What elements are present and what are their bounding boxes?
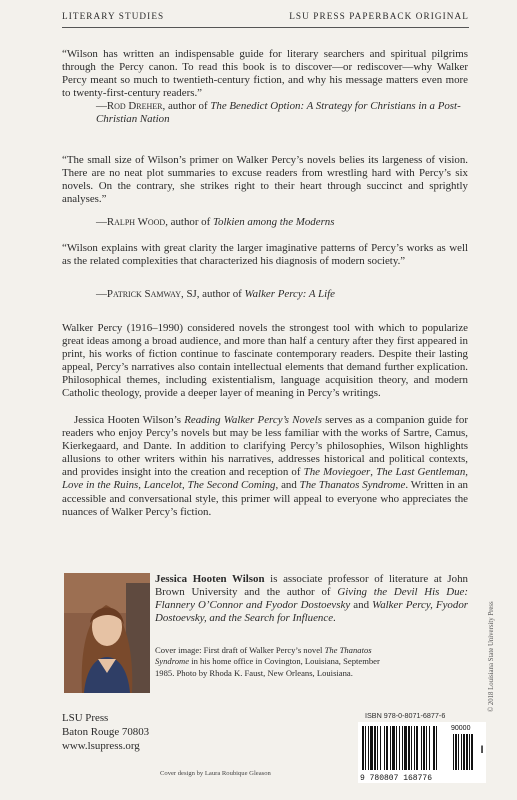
- price-code: 90000: [451, 725, 471, 732]
- author-name: Jessica Hooten Wilson: [155, 573, 265, 585]
- blurb-author: Ralph Wood: [106, 216, 166, 228]
- blurb-work: The Benedict Option: A Strategy for Christians in a Post-Christian Nation: [96, 100, 461, 126]
- author-photo: [64, 573, 150, 693]
- series-label: LITERARY STUDIES: [62, 11, 165, 21]
- cover-image-credit: Cover image: First draft of Walker Percy’s novel The Thanatos Syndrome in his home office in Covington, Louisiana, September 1985. Photo by Rhoda K. Faust, New Orleans, Louisiana.: [155, 645, 380, 678]
- isbn-text: ISBN 978-0-8071-6877-6: [365, 711, 446, 720]
- author-bio: Jessica Hooten Wilson is associate professor of literature at John Brown University and the author of Giving the Devil His Due: Flannery O’Connor and Fyodor Dostoevsky and Walker Percy, Fyodor Dostoevsky, and the Search for Influence.: [155, 573, 468, 625]
- blurb-work: Walker Percy: A Life: [244, 288, 335, 300]
- cover-design-credit: Cover design by Laura Roubique Gleason: [160, 770, 271, 777]
- copyright-vertical-text: © 2018 Louisiana State University Press: [488, 601, 495, 712]
- description-paragraph-1: Walker Percy (1916–1990) considered novels the strongest tool with which to popularize great ideas among a broad audience, and more than half a century after they first appeared in print, his works of fiction continue to fascinate contemporary readers. Despite their lasting appeal, Percy’s narratives also contain intellectual elements that demand further explication. Philosophical themes, including existentialism, language acquisition theory, and modern Catholic theology, provide a deeper layer of meaning in Percy’s writings.: [62, 322, 468, 400]
- barcode-letter: I: [480, 744, 484, 756]
- header-rule: [62, 27, 469, 28]
- publisher-address: Baton Rouge 70803: [62, 726, 150, 738]
- description-paragraph-2: Jessica Hooten Wilson’s Reading Walker Percy’s Novels serves as a companion guide for readers who enjoy Percy’s novels but may be less familiar with the works of Sartre, Camus, Kierkegaard, and Dante. In addition to clarifying Percy’s philosophies, Wilson highlights allusions to other writers within his narratives, addresses historical and political contexts, and provides insight into the creation and reception of The Moviegoer, The Last Gentleman, Love in the Ruins, Lancelot, The Second Coming, and The Thanatos Syndrome. Written in an accessible and conversational style, this primer will appeal to everyone who appreciates the nuances of Walker Percy’s fiction.: [62, 414, 469, 518]
- barcode-number: 9 780807 168776: [360, 774, 433, 783]
- blurb-attribution: —Rod Dreher, author of The Benedict Option: A Strategy for Christians in a Post-Christian Nation: [96, 100, 461, 126]
- blurb-attribution: —Ralph Wood, author of Tolkien among the Moderns: [96, 216, 335, 228]
- barcode-image: [358, 722, 486, 783]
- blurb-author: Patrick Samway: [106, 288, 181, 300]
- blurb-work: Tolkien among the Moderns: [212, 216, 335, 228]
- author-portrait-image: [64, 573, 150, 693]
- blurb-quote: “The small size of Wilson’s primer on Walker Percy’s novels belies its largeness of vision. There are no neat plot summaries to excuse readers from wrestling hard with Percy’s six novels. On the contrary, she strikes right to their heart through succinct and sprightly analyses.”: [62, 154, 468, 206]
- blurb-author: Rod Dreher: [106, 100, 163, 112]
- publisher-name: LSU Press: [62, 712, 109, 724]
- edition-label: LSU PRESS PAPERBACK ORIGINAL: [289, 11, 469, 21]
- blurb-quote: “Wilson explains with great clarity the larger imaginative patterns of Percy’s works as well as the related complexities that characterized his diagnosis of modern society.”: [62, 242, 468, 268]
- barcode: [358, 722, 486, 783]
- publisher-website: www.lsupress.org: [62, 740, 140, 752]
- blurb-attribution: —Patrick Samway, SJ, author of Walker Percy: A Life: [96, 288, 335, 300]
- blurb-quote: “Wilson has written an indispensable guide for literary searchers and spiritual pilgrims through the Percy canon. To read this book is to discover—or rediscover—why Walker Percy meant so much to twentieth-century fiction, and why his message matters even more to twenty-first-century readers.”: [62, 48, 468, 100]
